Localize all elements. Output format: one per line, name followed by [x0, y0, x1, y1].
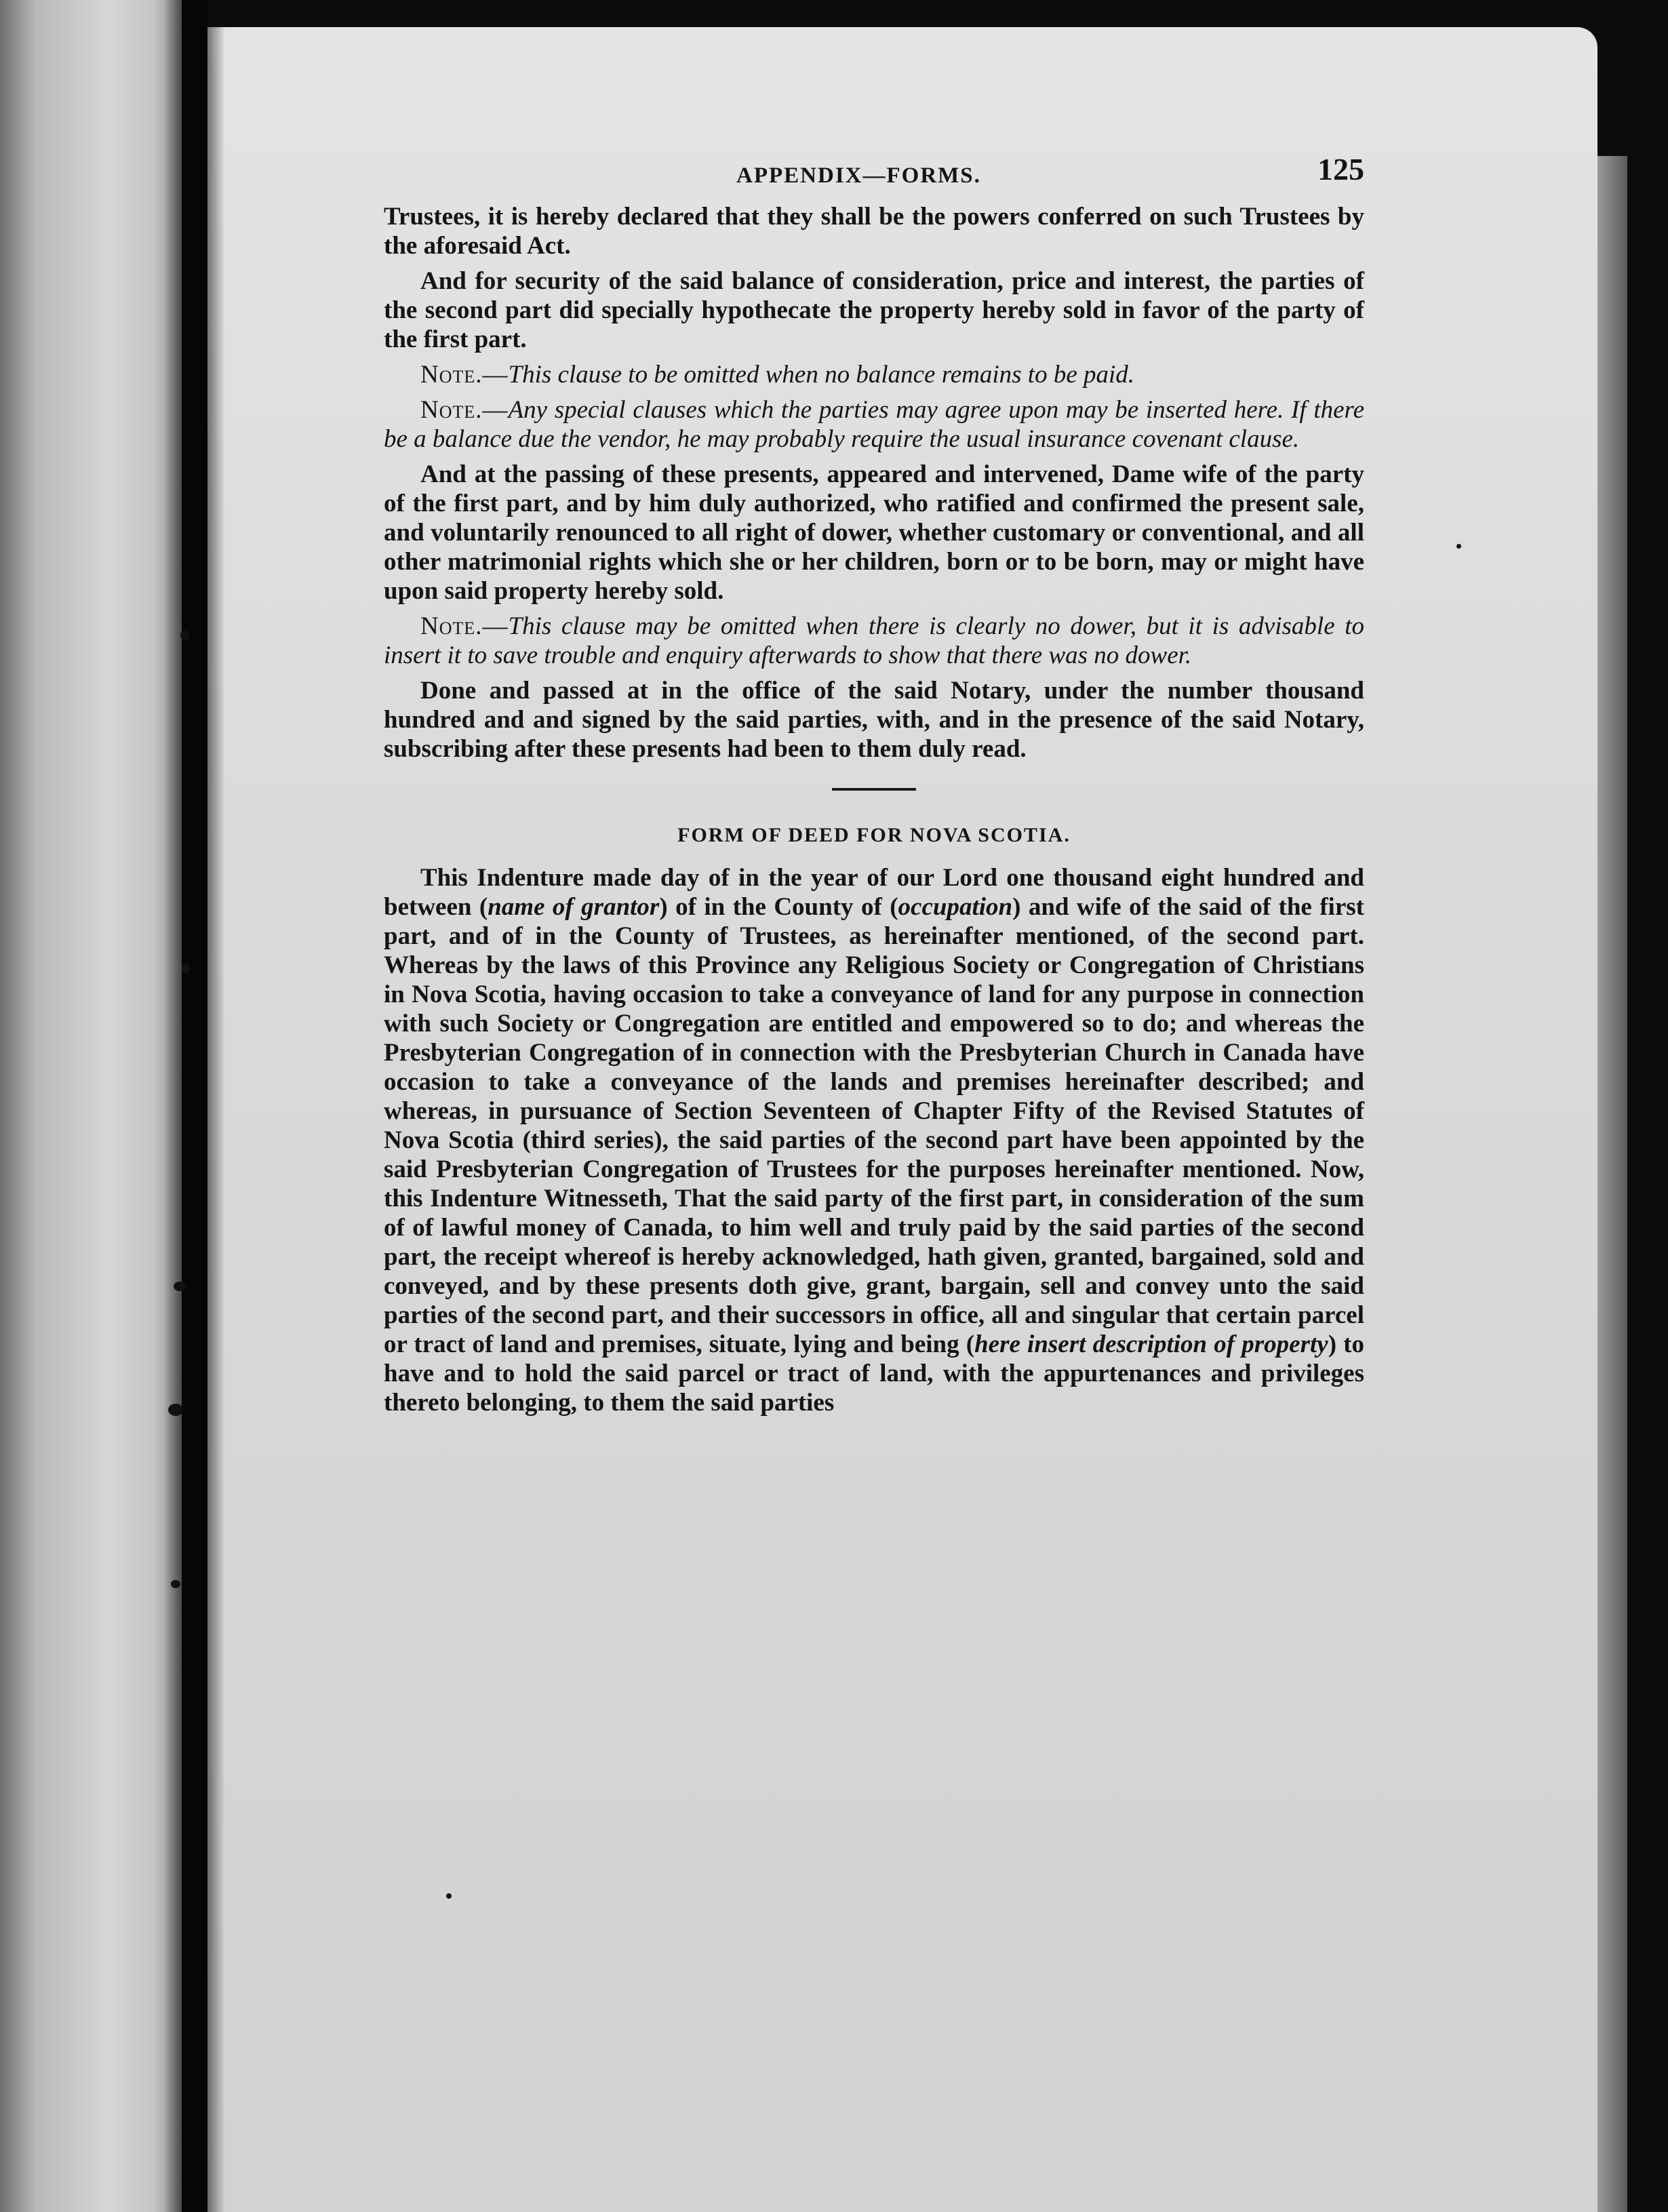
ink-speck [1456, 544, 1461, 549]
deed-text: ) of in the County of ( [659, 893, 898, 921]
paragraph: And at the passing of these presents, appeared and intervened, Dame wife of the party of the first part, and by him duly authorized, who ratified and confirmed the present sale, and voluntarily renounced to all right of dower, whether customary or conventional, and all other matrimonial rights which she or her children, born or to be born, may or might have upon said property hereby sold. [384, 460, 1364, 605]
ink-speck [446, 1893, 452, 1899]
deed-italic: occupation [898, 893, 1013, 921]
facing-page-edge [0, 0, 182, 2212]
note-text: This clause may be omitted when there is clearly no dower, but it is advisable to insert it to save trouble and enquiry afterwards to show that there was no dower. [384, 612, 1364, 669]
section-title: FORM OF DEED FOR NOVA SCOTIA. [677, 824, 1071, 846]
paragraph: Done and passed at in the office of the said Notary, under the number thousand hundred and and signed by the said parties, with, and in the presence of the said Notary, subscribing after these presents had been to them duly read. [384, 677, 1364, 763]
page-stack-edge [1597, 156, 1627, 2212]
page-number: 125 [1317, 152, 1364, 186]
deed-text: This Indenture made day of in the year of our Lord one thousand eight hundred and between ( [384, 864, 1364, 921]
ink-speck [180, 631, 190, 640]
paragraph: Trustees, it is hereby declared that they shall be the powers conferred on such Trustees by the aforesaid Act. [384, 203, 1364, 260]
deed-text: ) and wife of the said of the first part, and of in the County of Trustees, as hereinafter mentioned, of the second part. Whereas by the laws of this Province any Religious Society or Congregation of Christians in Nova Scotia, having occasion to take a conveyance of land for any purpose in connection with such Society or Congregation are entitled and empowered so to do; and whereas the Presbyterian Congregation of in connection with the Presbyterian Church in Canada have occasion to take a conveyance of the lands and premises hereinafter described; and whereas, in pursuance of Section Seventeen of Chapter Fifty of the Revised Statutes of Nova Scotia (third series), the said parties of the second part have been appointed by the said Presbyterian Congregation of Trustees for the purposes hereinafter mentioned. Now, this Indenture Witnesseth, That the said party of the first part, in consideration of the sum of of lawful money of Canada, to him well and truly paid by the said parties of the second part, the receipt whereof is hereby acknowledged, hath given, granted, bargained, sold and conveyed, and by these presents doth give, grant, bargain, sell and convey unto the said parties of the second part, and their successors in office, all and singular that certain parcel or tract of land and premises, situate, lying and being ( [384, 893, 1364, 1358]
running-title: APPENDIX—FORMS. [736, 163, 981, 188]
ink-speck [168, 1404, 183, 1416]
section-divider [832, 788, 916, 791]
note-text: This clause to be omitted when no balance remains to be paid. [508, 361, 1135, 389]
note-label: Note.— [420, 612, 509, 640]
ink-speck [171, 1580, 180, 1588]
note-label: Note.— [420, 361, 509, 389]
note-label: Note.— [420, 396, 509, 424]
running-head [384, 152, 1364, 202]
page-text [384, 152, 1364, 1423]
ink-speck [182, 963, 190, 974]
deed-paragraph [384, 863, 1364, 1417]
paragraph: And for security of the said balance of consideration, price and interest, the parties of the second part did specially hypothecate the property hereby sold in favor of the party of the first part. [384, 267, 1364, 353]
deed-text: ) to have and to hold the said parcel or tract of land, with the appurtenances and privileges thereto belonging, to them the said parties [384, 1330, 1364, 1417]
note [384, 395, 1364, 454]
note-text: Any special clauses which the parties may agree upon may be inserted here. If there be a balance due the vendor, he may probably require the usual insurance covenant clause. [384, 396, 1364, 453]
note [384, 612, 1364, 670]
ink-speck [174, 1282, 186, 1291]
deed-italic: name of grantor [488, 893, 660, 921]
note [384, 360, 1364, 389]
book-gutter [182, 0, 207, 2212]
deed-italic: here insert description of property [974, 1330, 1328, 1358]
